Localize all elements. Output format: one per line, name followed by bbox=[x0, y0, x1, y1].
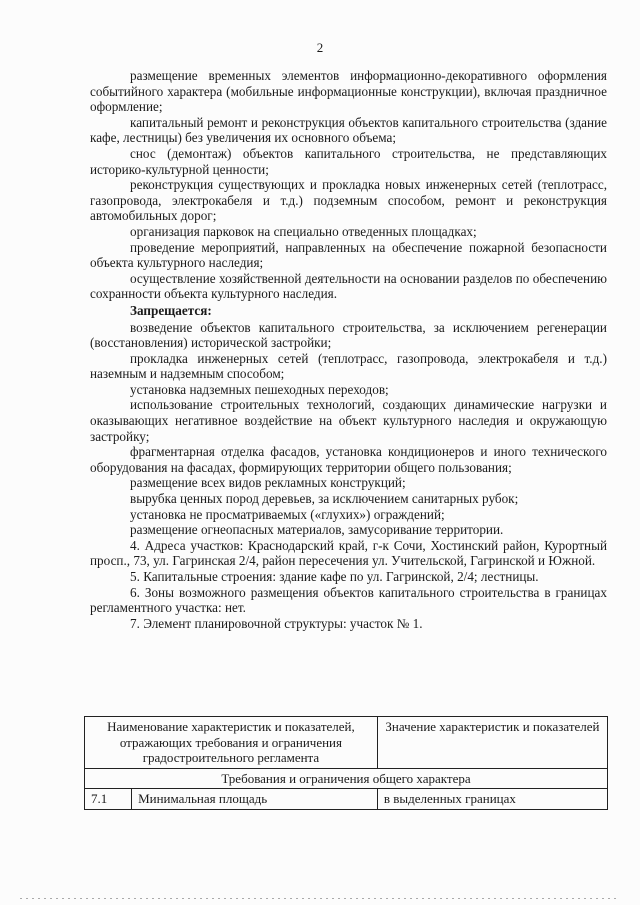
table-group-row bbox=[85, 768, 608, 789]
prohibited-item: вырубка ценных пород деревьев, за исключением санитарных рубок; bbox=[130, 491, 519, 507]
prohibited-item: прокладка инженерных сетей (теплотрасс, газопровода, электрокабеля и т.д.) наземным и надземным способом; bbox=[90, 350, 607, 382]
page-number: 2 bbox=[316, 40, 324, 55]
prohibited-item: возведение объектов капитального строительства, за исключением регенерации (восстановления) исторической застройки; bbox=[90, 319, 607, 351]
prohibited-item: размещение всех видов рекламных конструкций; bbox=[130, 475, 406, 491]
table-header-row bbox=[85, 717, 608, 769]
table-row bbox=[85, 789, 608, 810]
prohibited-item: размещение огнеопасных материалов, замусоривание территории. bbox=[130, 522, 504, 538]
prohibited-item: использование строительных технологий, создающих динамические нагрузки и оказывающих негативное воздействие на объект культурного наследия и окружающую застройку; bbox=[90, 397, 607, 444]
group-cell: Требования и ограничения общего характера bbox=[85, 768, 608, 789]
permitted-item: снос (демонтаж) объектов капитального строительства, не представляющих историко-культурной ценности; bbox=[90, 145, 607, 177]
permitted-item: осуществление хозяйственной деятельности на основании разделов по обеспечению сохранности объекта культурного наследия. bbox=[90, 270, 607, 302]
row-value-cell: в выделенных границах bbox=[377, 789, 607, 810]
scan-artifact-line bbox=[20, 898, 620, 899]
prohibited-heading: Запрещается: bbox=[130, 302, 212, 318]
numbered-paragraph: 6. Зоны возможного размещения объектов капитального строительства в границах регламентного участка: нет. bbox=[90, 584, 607, 616]
header-right-cell: Значение характеристик и показателей bbox=[377, 717, 607, 769]
permitted-item: размещение временных элементов информационно-декоративного оформления событийного характера (мобильные информационные конструкции), включая праздничное оформление; bbox=[90, 68, 607, 115]
row-name-cell: Минимальная площадь bbox=[132, 789, 378, 810]
prohibited-item: фрагментарная отделка фасадов, установка кондиционеров и иного технического оборудования на фасадах, формирующих территории общего пользования; bbox=[90, 444, 607, 475]
permitted-item: реконструкция существующих и прокладка новых инженерных сетей (теплотрасс, газопровода, электрокабеля и т.д.) подземным способом, ремонт и реконструкция автомобильных дорог; bbox=[90, 177, 607, 224]
prohibited-item: установка не просматриваемых («глухих») ограждений; bbox=[130, 506, 445, 522]
permitted-item: проведение мероприятий, направленных на обеспечение пожарной безопасности объекта культурного наследия; bbox=[90, 239, 607, 271]
header-left-cell: Наименование характеристик и показателей, отражающих требования и ограничения градостроительного регламента bbox=[85, 717, 378, 769]
numbered-paragraph: 5. Капитальные строения: здание кафе по ул. Гагринской, 2/4; лестницы. bbox=[130, 569, 539, 584]
document-body bbox=[90, 68, 607, 631]
permitted-item: организация парковок на специально отведенных площадках; bbox=[130, 223, 477, 239]
prohibited-item: установка надземных пешеходных переходов; bbox=[130, 381, 389, 397]
parameters-table bbox=[84, 716, 608, 810]
permitted-item: капитальный ремонт и реконструкция объектов капитального строительства (здание кафе, лестницы) без увеличения их основного объема; bbox=[90, 114, 607, 146]
numbered-paragraph: 7. Элемент планировочной структуры: участок № 1. bbox=[130, 615, 423, 631]
row-number-cell: 7.1 bbox=[85, 789, 132, 810]
numbered-paragraph: 4. Адреса участков: Краснодарский край, г-к Сочи, Хостинский район, Курортный просп., 73, ул. Гагринская 2/4, район пересечения ул. Учительской, Гагринской и Южной. bbox=[90, 537, 607, 569]
